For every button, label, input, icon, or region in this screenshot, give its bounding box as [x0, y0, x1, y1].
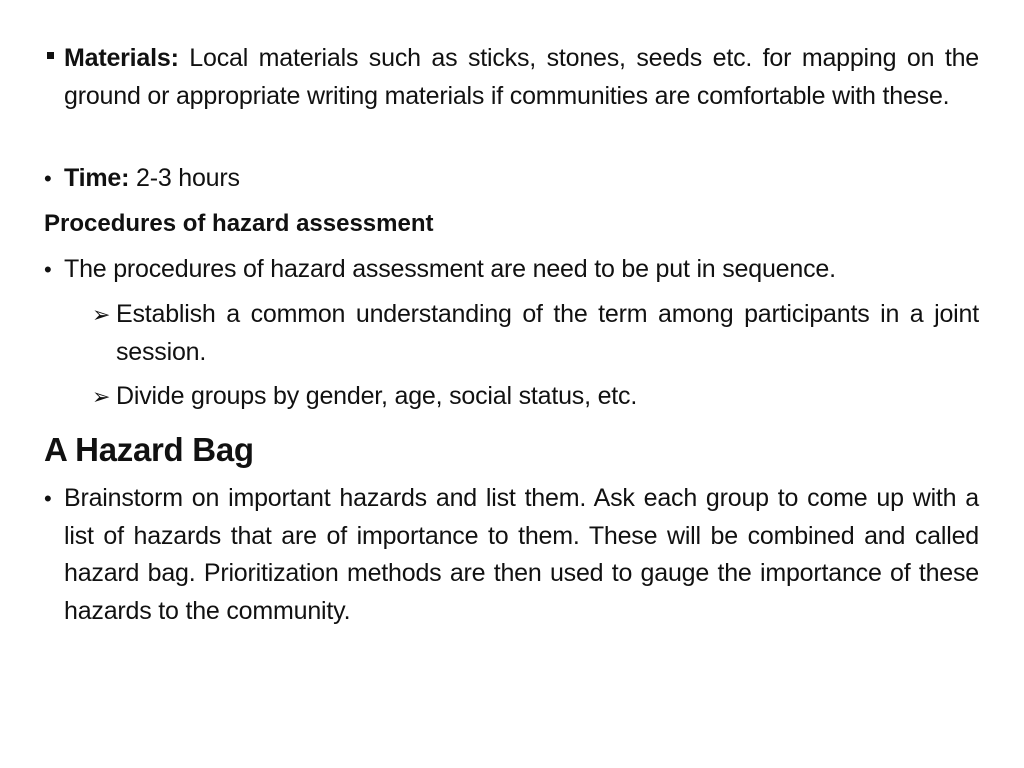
procedure-step-text: Divide groups by gender, age, social status, etc.: [116, 382, 638, 410]
time-text: 2-3 hours: [135, 164, 240, 192]
procedures-intro-text: The procedures of hazard assessment are need to be put in sequence.: [64, 255, 836, 283]
procedure-step-text: Establish a common understanding of the term among participants in a joint session.: [116, 300, 979, 366]
hazard-bag-text: Brainstorm on important hazards and list them. Ask each group to come up with a list of hazards that are of importance to them. These will be combined and called hazard bag. Prioritization methods are then used to gauge the importance of these hazards to the community.: [64, 484, 979, 625]
materials-item: [44, 40, 979, 115]
materials-label: Materials:: [64, 44, 179, 72]
materials-text: Local materials such as sticks, stones, seeds etc. for mapping on the ground or appropriate writing materials if communities are comfortable with these.: [64, 44, 980, 110]
procedure-step: [92, 296, 979, 371]
bullet-icon: •: [44, 257, 52, 282]
bullet-icon: •: [44, 486, 52, 511]
bullet-icon: •: [44, 166, 52, 191]
time-item: [44, 160, 979, 198]
materials-text-block: [64, 40, 979, 115]
hazard-bag-heading: A Hazard Bag: [44, 431, 254, 468]
procedures-heading: Procedures of hazard assessment: [44, 210, 434, 237]
arrow-bullet-icon: ➢: [92, 384, 111, 409]
procedure-step: [92, 378, 979, 416]
time-label: Time:: [64, 164, 130, 192]
time-text-block: [64, 160, 979, 198]
hazard-bag-item: [44, 480, 979, 630]
arrow-bullet-icon: ➢: [92, 302, 111, 327]
procedures-intro-item: [44, 251, 979, 289]
